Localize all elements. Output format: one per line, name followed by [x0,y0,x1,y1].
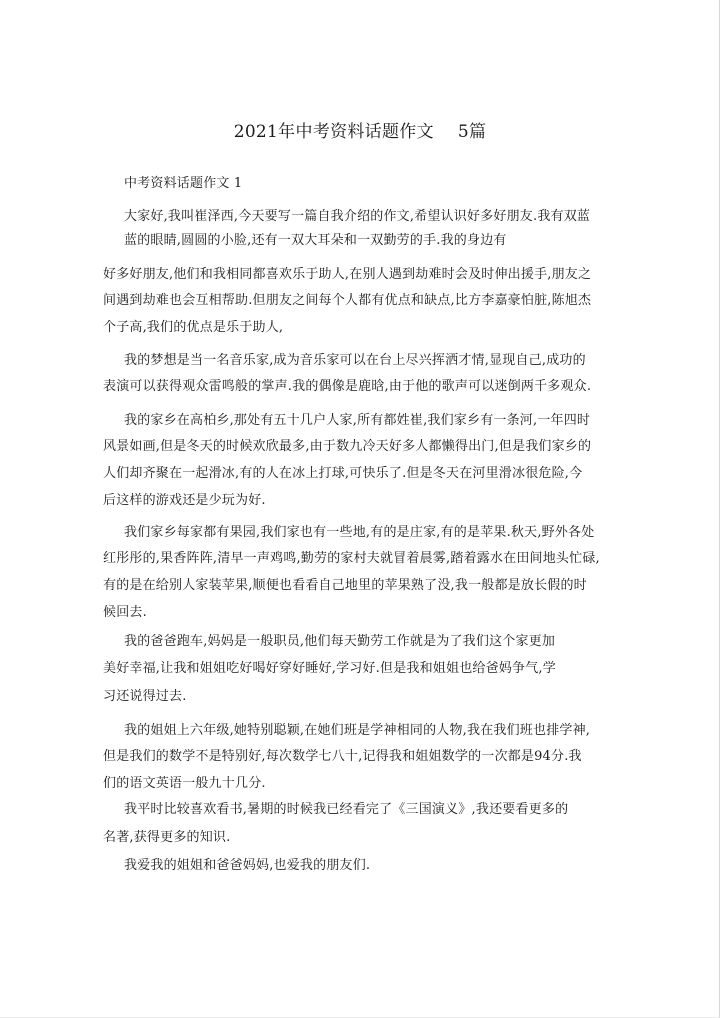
paragraph-line: 我的家乡在高柏乡,那处有五十几户人家,所有都姓崔,我们家乡有一条河,一年四时 [124,413,591,428]
paragraph-line: 习还说得过去. [103,689,187,704]
paragraph-line: 我爱我的姐姐和爸爸妈妈,也爱我的朋友们. [124,858,371,873]
title-main: 2021年中考资料话题作文 [233,122,434,142]
paragraph-line: 红彤彤的,果香阵阵,清早一声鸡鸣,勤劳的家村夫就冒着晨雾,踏着露水在田间地头忙碌, [103,551,600,566]
paragraph-line: 大家好,我叫崔泽西,今天要写一篇自我介绍的作文,希望认识好多好朋友.我有双蓝 [124,209,591,224]
paragraph-line: 我们家乡每家都有果园,我们家也有一些地,有的是庄家,有的是苹果.秋天,野外各处 [124,525,595,540]
paragraph-line: 表演可以获得观众雷鸣般的掌声.我的偶像是鹿晗,由于他的歌声可以迷倒两千多观众. [103,379,592,394]
paragraph-line: 名著,获得更多的知识. [103,830,231,845]
document-title [0,117,720,142]
paragraph-line: 人们却齐聚在一起滑冰,有的人在冰上打球,可快乐了.但是冬天在河里滑冰很危险,今 [103,466,583,481]
paragraph-line: 好多好朋友,他们和我相同都喜欢乐于助人,在别人遇到劫难时会及时伸出援手,朋友之 [103,267,592,282]
paragraph-line: 美好幸福,让我和姐姐吃好喝好穿好睡好,学习好.但是我和姐姐也给爸妈争气,学 [103,661,556,676]
paragraph-line: 我平时比较喜欢看书,暑期的时候我已经看完了《三国演义》,我还要看更多的 [124,802,569,817]
paragraph-line: 蓝的眼睛,圆圆的小脸,还有一双大耳朵和一双勤劳的手.我的身边有 [124,233,507,248]
paragraph-line: 候回去. [103,605,147,620]
paragraph-line: 间遇到劫难也会互相帮助.但朋友之间每个人都有优点和缺点,比方李嘉豪怕脏,陈旭杰 [103,293,592,308]
paragraph-line: 们的语文英语一般九十几分. [103,776,266,791]
paragraph-line: 有的是在给别人家装苹果,顺便也看看自己地里的苹果熟了没,我一般都是放长假的时 [103,578,587,593]
paragraph-line: 风景如画,但是冬天的时候欢欣最多,由于数九冷天好多人都懒得出门,但是我们家乡的 [103,439,592,454]
paragraph-line: 我的姐姐上六年级,她特别聪颖,在她们班是学神相同的人物,我在我们班也排学神, [124,723,591,738]
paragraph-line: 但是我们的数学不是特别好,每次数学七八十,记得我和姐姐数学的一次都是94分.我 [103,749,582,764]
paragraph-line: 个子高,我们的优点是乐于助人, [103,320,284,335]
paragraph-line: 我的爸爸跑车,妈妈是一般职员,他们每天勤劳工作就是为了我们这个家更加 [124,634,556,649]
paragraph-line: 我的梦想是当一名音乐家,成为音乐家可以在台上尽兴挥洒才情,显现自己,成功的 [124,353,586,368]
section-subtitle: 中考资料话题作文 1 [124,176,243,191]
paragraph-line: 后这样的游戏还是少玩为好. [103,493,266,508]
title-suffix: 5篇 [457,122,487,142]
